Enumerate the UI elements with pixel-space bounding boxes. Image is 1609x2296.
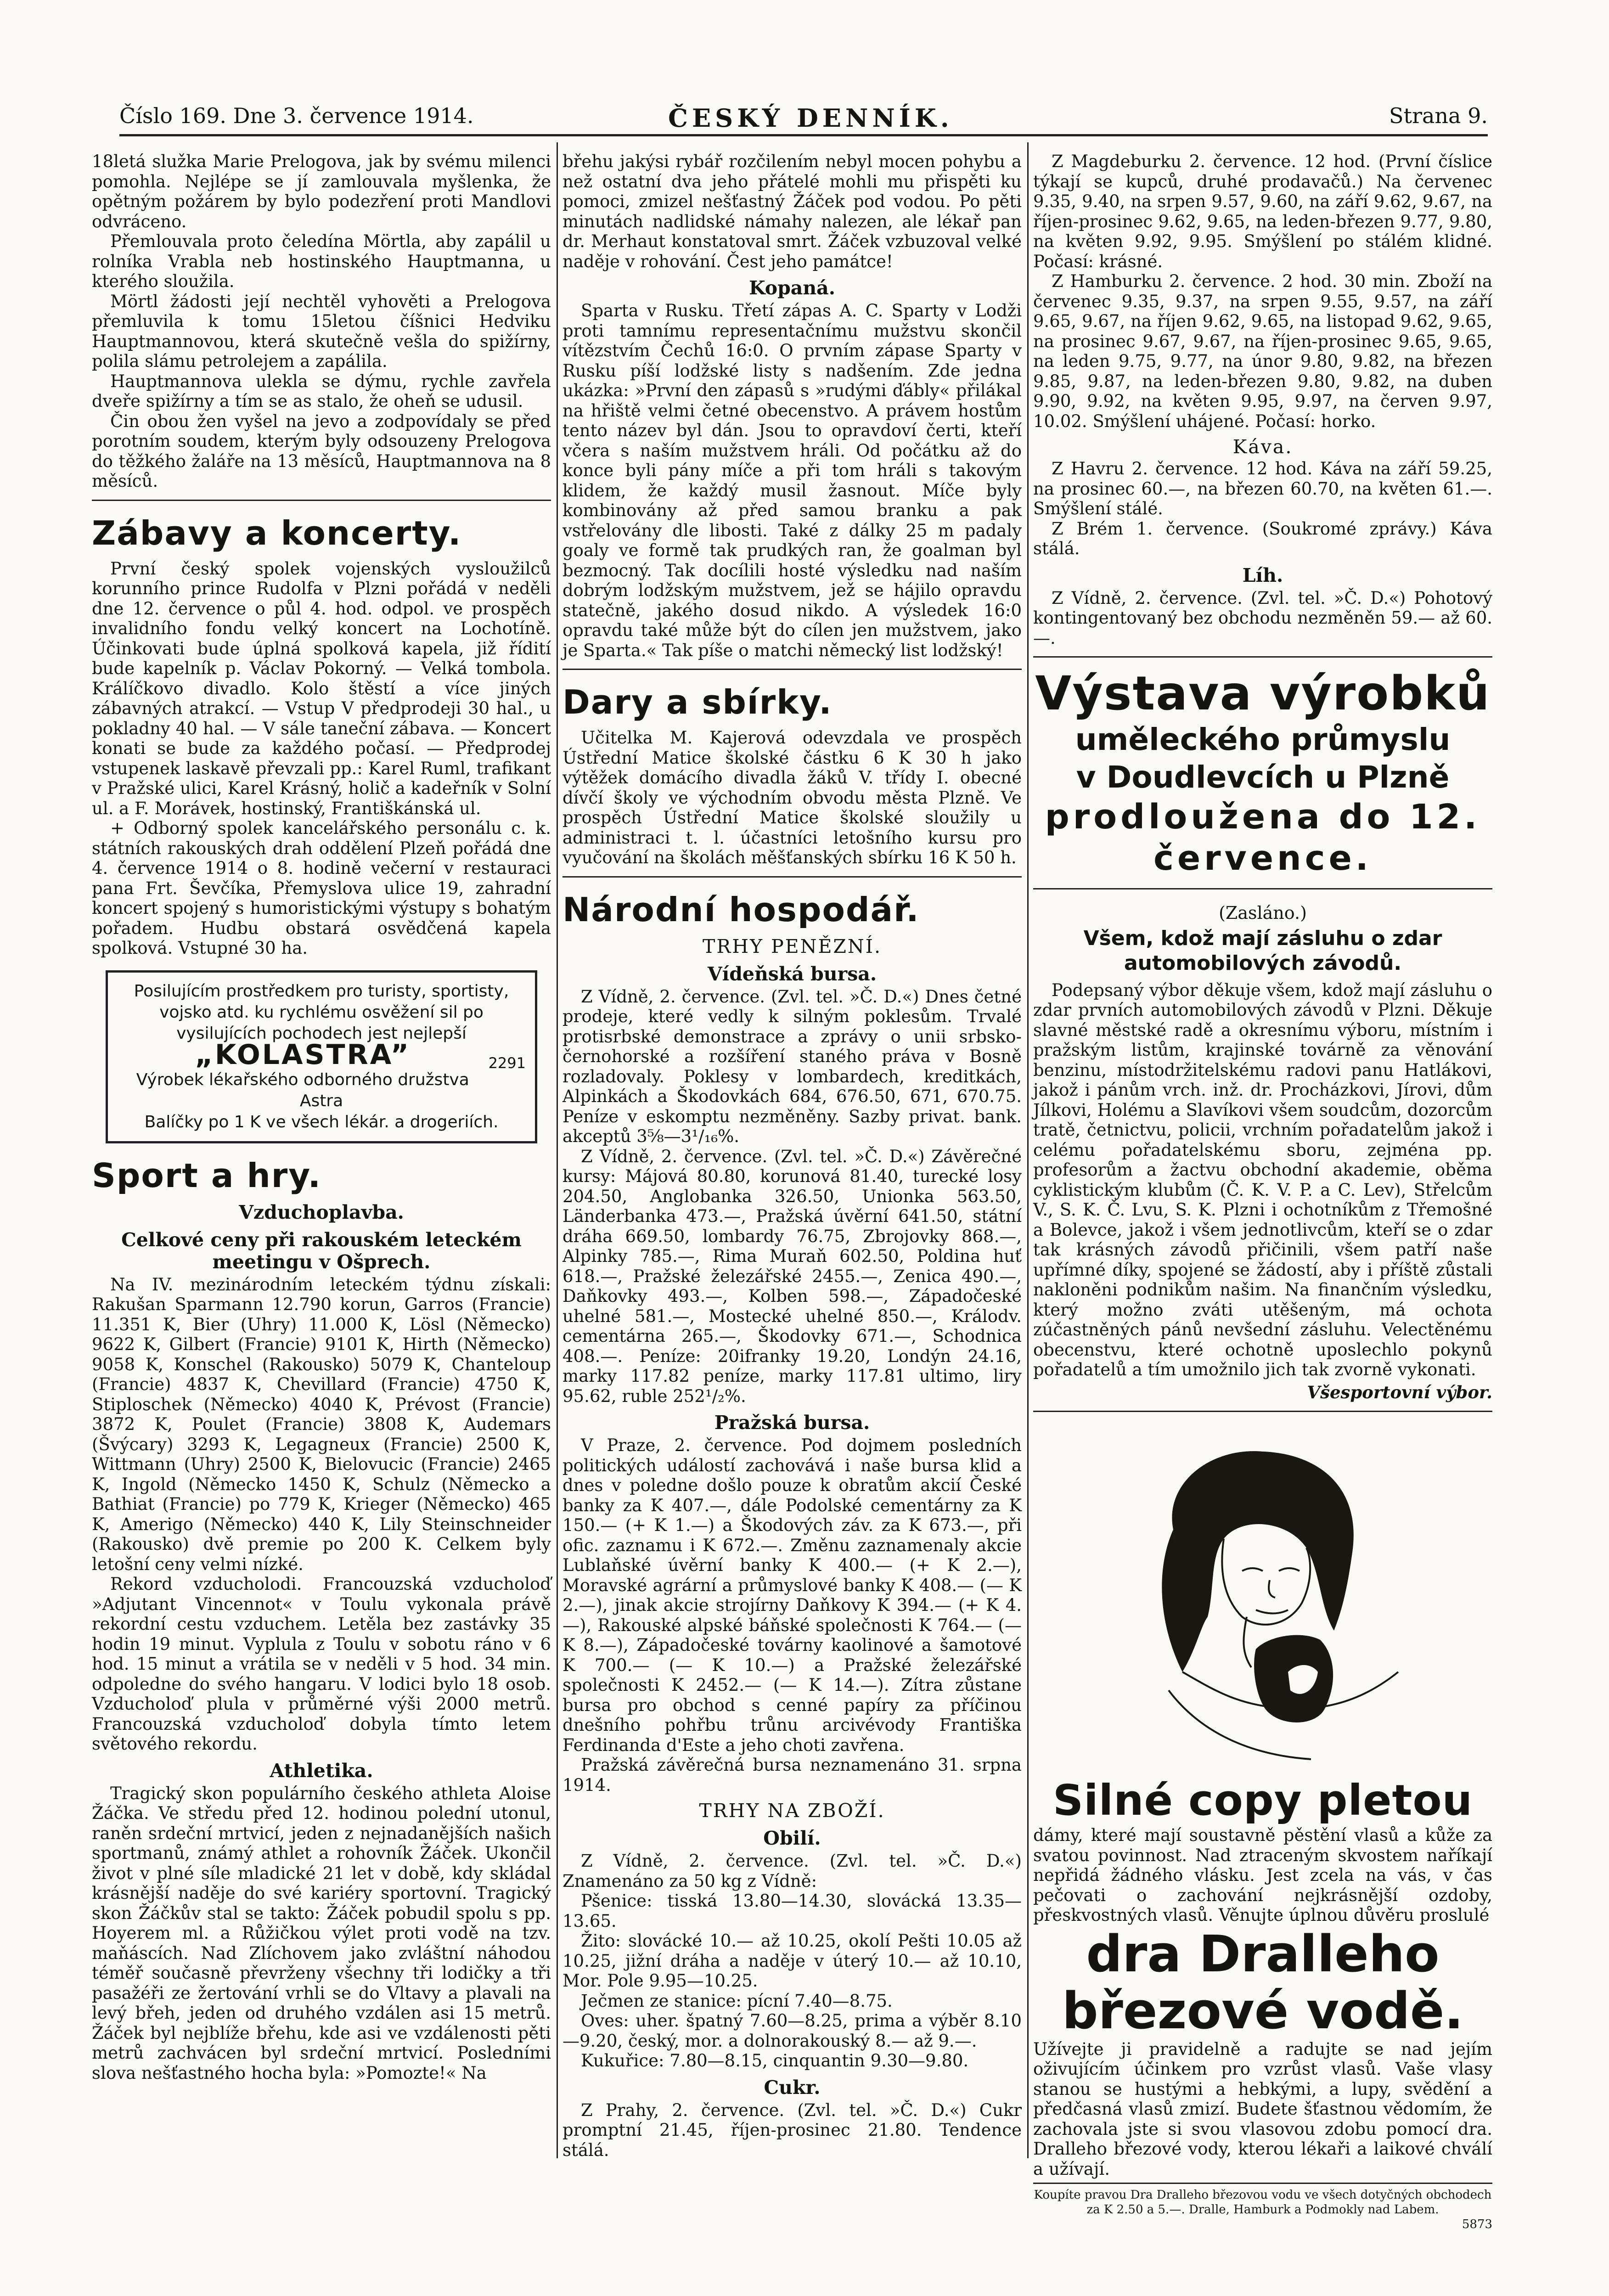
sugar-report: Z Prahy, 2. července. (Zvl. tel. »Č. D.«) Cukr promptní 21.45, říjen-prosinec 21.80. Tendence stálá. xyxy=(563,2100,1022,2160)
vienna-report-2: Z Vídně, 2. července. (Zvl. tel. »Č. D.«) Závěrečné kursy: Májová 80.80, korunová 81.40, turecké losy 204.50, Anglobanka 326.50, Unionka 563.50, Länderbanka 473.—, Pražská úvěrní 641.50, státní dráha 669.50, lombardy 76.75, Zbrojovky 868.—, Alpinky 785.—, Rima Muraň 602.50, Poldina huť 618.—, Pražské železářské 2455.—, Zenica 490.—, Daňkovky 493.—, Kolben 598.—, Západočeské uhelné 581.—, Mostecké uhelné 850.—, Králodv. cementárna 265.—, Škodovky 671.—, Schodnica 408.—. Peníze: 20ifranky 19.20, Londýn 24.16, marky 117.82 peníze, marky 117.81 ultimo, liry 95.62, ruble 252¹/₂%. xyxy=(563,1146,1022,1406)
section-divider xyxy=(1033,2183,1492,2184)
subhead-prazska-bursa: Pražská bursa. xyxy=(714,1412,870,1434)
dralle-price-note: Koupíte pravou Dra Dralleho březovou vodu ve všech dotyčných obchodech za K 2.50 a 5.—. Dralle, Hamburk a Podmokly nad Labem. xyxy=(1034,2188,1492,2217)
subhead-videnska-bursa: Vídeňská bursa. xyxy=(707,962,877,985)
spirits-report: Z Vídně, 2. července. (Zvl. tel. »Č. D.«) Pohotový kontingentovaný bez obchodu nezměněn 59.— až 60.—. xyxy=(1033,588,1492,648)
dralle-product: březové vodě. xyxy=(1062,1981,1464,2040)
bremen-report: Z Brém 1. července. (Soukromé zprávy.) Káva stálá. xyxy=(1033,518,1492,558)
section-divider xyxy=(1033,1411,1492,1412)
crime-report-p2: Přemlouvala proto čeledína Mörtla, aby zapálil u rolníka Vrabla neb hostinského Hauptmanna, u kterého sloužila. xyxy=(92,231,551,291)
dary-item: Učitelka M. Kajerová odevzdala ve prospěch Ústřední Matice školské částku 6 K 30 h jako výtěžek domácího divadla žáků V. třídy I. obecné dívčí školy ve východním obvodu města Plzně. Ve prospěch Ústřední Matice školské sloužily u administraci t. l. účastníci letošního kursu pro vyučování na školách měšťanských sbírku 16 K 50 h. xyxy=(563,728,1022,867)
section-divider xyxy=(563,876,1022,878)
subhead-vzduchoplavba: Vzduchoplavba. xyxy=(239,1201,404,1223)
newspaper-title: ČESKÝ DENNÍK. xyxy=(668,103,953,133)
kolastra-ad xyxy=(106,970,537,1143)
subhead-athletika: Athletika. xyxy=(270,1759,373,1782)
grain-barley: Ječmen ze stanice: pícní 7.40—8.75. xyxy=(581,1991,893,2011)
kolastra-brand: „KOLASTRA” xyxy=(195,1038,411,1071)
header-rule xyxy=(119,134,1488,136)
kolastra-ad-price: Balíčky po 1 K ve všech lékár. a drogeriích. xyxy=(144,1112,499,1131)
zaslano-label: (Zasláno.) xyxy=(1219,903,1307,923)
kolastra-ad-intro: Posilujícím prostředkem pro turisty, sportisty, vojsko atd. ku rychlému osvěžení sil po vysilujících pochodech jest nejlepší xyxy=(134,981,509,1043)
subhead-celkove-ceny: Celkové ceny při rakouském leteckém meetingu v Ošprech. xyxy=(121,1228,522,1273)
woman-portrait-illustration xyxy=(1104,1433,1421,1764)
column-rule-1 xyxy=(557,142,558,2158)
prague-report-2: Pražská závěrečná bursa neznamenáno 31. srpna 1914. xyxy=(563,1755,1022,1795)
sport-item-zacek: Tragický skon populárního českého athleta Aloise Žáčka. Ve středu před 12. hodinou polední utonul, raněn srdeční mrtvicí, jeden z nejnadanějších našich sportmanů, známý athlet a rohovník Žáček. Ukončil život v plné síle mladické 21 let v době, kdy skládal krásnější naděje do své kariéry sportovní. Tragický skon Žáčkův stal se takto: Žáček pobudil spolu s pp. Hoyerem ml. a Růžičkou výlet proti vodě na tzv. maňáscích. Nad Zlíchovem jako zvláštní náhodou téměř současně převrženy všechny tři lodičky a tři pasažéři ze žertování vrhli se do Vltavy a plavali na levý břeh, jeden od druhého vzdálen asi 15 metrů. Žáček byl nejblíže břehu, kde asi ve vzdálenosti pěti metrů zachvácen byl srdeční mrtvicí. Posledními slova nešťastného hocha byla: »Pomozte!« Na xyxy=(92,1783,551,2083)
grain-oats: Oves: uher. špatný 7.60—8.25, prima a výběr 8.10—9.20, český, mor. a dolnorakouský 8.— až 9.—. xyxy=(563,2011,1022,2051)
exhibition-line-2: uměleckého průmyslu xyxy=(1075,722,1451,757)
issue-date: Číslo 169. Dne 3. července 1914. xyxy=(119,103,474,128)
exhibition-ad xyxy=(1033,667,1492,879)
grain-corn: Kukuřice: 7.80—8.15, cinquantin 9.30—9.80. xyxy=(581,2051,969,2071)
subhead-trhy-penezni: TRHY PENĚZNÍ. xyxy=(703,935,882,957)
page-header xyxy=(119,99,1488,131)
dralle-ad-number: 5873 xyxy=(1462,2217,1492,2231)
section-title-narodni: Národní hospodář. xyxy=(563,890,920,929)
magdeburg-report: Z Magdeburku 2. července. 12 hod. (První číslice týkají se kupců, druhé prodavačů.) Na červenec 9.35, 9.40, na srpen 9.57, 9.60, na září 9.62, 9.67, na říjen-prosinec 9.62, 9.65, na leden-březen 9.77, 9.80, na květen 9.92, 9.95. Smýšlení po stálém klidné. Počasí: krásné. xyxy=(1033,152,1492,271)
grain-rye: Žito: slovácké 10.— až 10.25, okolí Pešti 10.05 až 10.25, jižní dráha a naděje v úterý 10.— až 10.10, Mor. Pole 9.95—10.25. xyxy=(563,1931,1022,1991)
dralle-body-1: dámy, které mají soustavně pěstění vlasů a kůže za svatou povinnost. Nad ztraceným skvostem naříkají nepřidá žádného vlásku. Jest zcela na vás, v čas pečovati o zachování nejkrásnější ozdoby, přeskvostných vlasů. Věnujte úplnou důvěru proslulé xyxy=(1033,1825,1492,1925)
hamburg-report: Z Hamburku 2. července. 2 hod. 30 min. Zboží na červenec 9.35, 9.37, na srpen 9.55, 9.57, na září 9.65, 9.67, na říjen 9.62, 9.65, na listopad 9.62, 9.65, na prosinec 9.67, 9.67, na říjen-prosinec 9.65, 9.65, na leden 9.75, 9.77, na únor 9.80, 9.82, na březen 9.85, 9.87, na leden-březen 9.80, 9.82, na duben 9.90, 9.92, na květen 9.95, 9.97, na červen 9.97, 10.02. Smýšlení uhájené. Počasí: horko. xyxy=(1033,271,1492,431)
subhead-kopana: Kopaná. xyxy=(749,277,835,299)
dralle-brand: dra Dralleho xyxy=(1086,1924,1440,1983)
vienna-report-1: Z Vídně, 2. července. (Zvl. tel. »Č. D.«) Dnes četné prodeje, které vedly k silným poklesům. Trvalé protisrbské demonstrace a zprávy o unii srbsko-černohorské a rozšíření staného práva v Bosně rozladovaly. Poklesy v lombardech, kreditkách, Alpinkách a Škodovkách 684, 676.50, 671, 670.75. Peníze v eskomptu nezměněny. Sazby privat. bank. akceptů 3⅝—3¹/₁₆%. xyxy=(563,986,1022,1146)
exhibition-line-4: prodloužena do 12. xyxy=(1045,797,1481,837)
kolastra-ad-number: 2291 xyxy=(488,1054,526,1072)
exhibition-line-3: v Doudlevcích u Plzně xyxy=(1076,760,1450,795)
sport-item-airship: Rekord vzducholodi. Francouzská vzducholoď »Adjutant Vincennot« v Toulu vykonala právě rekordní cestu vzduchem. Letěla bez zastávky 35 hodin 19 minut. Vyplula z Toulu v sobotu ráno v 6 hod. 15 minut a vrátila se v neděli v 5 hod. 34 min. odpoledne do svého hangaru. V lodici bylo 18 osob. Vzducholoď plula v průměrné výši 2000 metrů. Francouzská vzducholoď dobyla tímto letem světového rekordu. xyxy=(92,1574,551,1754)
subhead-cukr: Cukr. xyxy=(764,2076,821,2099)
grain-intro: Z Vídně, 2. července. (Zvl. tel. »Č. D.«) Znamenáno za 50 kg z Vídně: xyxy=(563,1851,1022,1891)
crime-report-p3: Mörtl žádosti její nechtěl vyhověti a Prelogova přemluvila k tomu 15letou číšnici Hedviku Hauptmannovou, která skutečně vešla do spižírny, polila slámu petrolejem a zapálila. xyxy=(92,291,551,371)
exhibition-line-5: července. xyxy=(1153,838,1372,878)
column-2 xyxy=(563,152,1022,2160)
crime-report-p1: 18letá služka Marie Prelogova, jak by svému milenci pomohla. Nejlépe se jí zamlouvala myšlenka, že opětným požárem by bylo podezření proti Mandlovi odvráceno. xyxy=(92,152,551,231)
subhead-obili: Obilí. xyxy=(763,1827,821,1849)
page-number: Strana 9. xyxy=(1389,103,1488,128)
thanks-body: Podepsaný výbor děkuje všem, kdož mají zásluhu o zdar prvních automobilových závodů v Plzni. Děkuje slavné městské radě a okresnímu výboru, místním i pražským listům, krajinské továrně za věnování benzinu, místodržitelskému radovi panu Hatlákovi, jakož i pánům vrch. inž. dr. Procházkovi, Jírovi, dům Jílkovi, Holému a Slavíkovi všem soudcům, dozorcům tratě, četnictvu, policii, vrchním pořadatelům jakož i celému pořadatelskému sboru, zejména pp. profesorům a žactvu obchodní akademie, oběma cyklistickým klubům (Č. K. V. P. a C. Lev), Střelcům V., S. K. Č. Lvu, S. K. Plzni i ochotníkům z Třemošné a Bolevce, jakož i všem jednotlivcům, kteří se o zdar tak krásných závodů přičinili, všem patří naše upřímné díky, spojené se žádostí, aby i příště zůstali nakloněni podnikům našim. Na finančním výsledku, který možno zváti utěšeným, má ochota zúčastněných pánů nevšední zásluhu. Velectěnému obecenstvu, které ochotně uposlechlo pokynů pořadatelů a tím umožnilo jich tak zvorně vykonati. xyxy=(1033,980,1492,1379)
subhead-kava: Káva. xyxy=(1232,436,1293,458)
crime-report-p5: Čin obou žen vyšel na jevo a zodpovídaly se před porotním soudem, kterým byly odsouzeny Prelogova do těžkého žaláře na 13 měsíců, Hauptmannova na 8 měsíců. xyxy=(92,411,551,491)
column-rule-2 xyxy=(1027,142,1029,2158)
section-title-sport: Sport a hry. xyxy=(92,1156,321,1195)
exhibition-headline: Výstava výrobků xyxy=(1035,666,1491,721)
section-divider xyxy=(1033,656,1492,658)
zabavy-item-1: První český spolek vojenských vysloužilců korunního prince Rudolfa v Plzni pořádá v neděli dne 12. července o půl 4. hod. odpol. ve prospěch invalidního fondu velký koncert na Lochotíně. Účinkovati bude úplná spolková kapela, již řídití bude kapelník p. Václav Pokorný. — Velká tombola. Králíčkovo divadlo. Kolo štěstí a více jiných zábavných atrakcí. — Vstup V předprodeji 30 hal., u pokladny 40 hal. — V sále taneční zábava. — Koncert konati se bude za každého počasí. — Předprodej vstupenek laskavě převzali pp.: Karel Ruml, trafikant v Pražské ulici, Karel Krásný, holič a kadeřník v Solní ul. a F. Morávek, hostinský, Františkánská ul. xyxy=(92,558,551,818)
dralle-headline: Silné copy pletou xyxy=(1052,1776,1473,1825)
zacek-continued: břehu jakýsi rybář rozčilením nebyl mocen pohybu a než ostatní dva jeho přátelé mohli mu přispěti ku pomoci, zmizel nešťastný Žáček pod vodou. Po pěti minutách nadlidské námahy nalezen, ale lékař pan dr. Merhaut konstatoval smrt. Žáček vzbuzoval velké naděje v rohování. Čest jeho památce! xyxy=(563,152,1022,271)
subhead-lih: Líh. xyxy=(1242,564,1283,586)
prague-report-1: V Praze, 2. července. Pod dojmem posledních politických událostí zachovává i naše bursa klid a dnes v poledne došlo pouze k obratům akcií České banky za K 407.—, dále Podolské cementárny za K 150.— (+ K 1.—) a Škodových záv. za K 673.—, při ofic. zaznamu i K 672.—. Změnu zaznamenaly akcie Lublaňské úvěrní banky K 400.— (+ K 2.—), Moravské agrární a průmyslové banky K 408.— (— K 2.—), jinak akcie strojírny Daňkovy K 394.— (+ K 4.—), Rakouské alpské báňské společnosti K 764.— (— K 8.—), Západočeské továrny kaolinové a šamotové K 700.— (— K 10.—) a Pražské železářské společnosti K 2452.— (— K 14.—). Zítra zůstane bursa pro obchod s cenné papíry za příčinou dnešního pohřbu trůnu arcivévody Františka Ferdinanda d'Este a jeho choti zavřena. xyxy=(563,1435,1022,1755)
section-title-zabavy: Zábavy a koncerty. xyxy=(92,513,462,552)
section-divider xyxy=(563,669,1022,670)
grain-wheat: Pšenice: tisská 13.80—14.30, slovácká 13.35—13.65. xyxy=(563,1891,1022,1931)
section-divider xyxy=(92,500,551,501)
crime-report-p4: Hauptmannova ulekla se dýmu, rychle zavřela dveře spižírny a tím se as stalo, že oheň se udusil. xyxy=(92,371,551,411)
thanks-signature: Všesportovní výbor. xyxy=(1307,1382,1492,1402)
section-divider xyxy=(1033,888,1492,889)
column-1 xyxy=(92,152,551,2083)
kolastra-ad-maker: Výrobek lékařského odborného družstva Astra xyxy=(136,1070,469,1110)
thanks-headline: Všem, kdož mají zásluhu o zdar automobilových závodů. xyxy=(1083,926,1442,975)
subhead-trhy-zbozi: TRHY NA ZBOŽÍ. xyxy=(699,1800,885,1822)
sparta-report: Sparta v Rusku. Třetí zápas A. C. Sparty v Lodži proti tamnímu representačnímu mužstvu skončil vítězstvím Čechů 16:0. O prvním zápase Sparty v Rusku píší lodžské listy s nadšením. Zde jedna ukázka: »První den zápasů s »rudými ďábly« přilákal na hřiště velmi četné obecenstvo. A právem hostům tento název byl dán. Jsou to opravdoví čerti, kteří včera s naším mužstvem hráli. Od počátku až do konce byli pány míče a při tom hráli s takovým klidem, že každý musil žasnout. Míče byly kombinovány až před samou branku a pak vstřelovány dle libosti. Také z dálky 25 m padaly goaly ve formě tak prudkých ran, že goalman byl bezmocný. Tak docílili hosté výsledku nad naším dobrým lodžským mužstvem, jež se hájilo opravdu statečně, jakého dosud nikdo. A výsledek 16:0 opravdu také může být do cílen jen mužstvem, jako je Sparta.« Tak píše o matchi německý list lodžský! xyxy=(563,301,1022,660)
section-title-dary: Dary a sbírky. xyxy=(563,683,833,721)
dralle-body-2: Užívejte ji pravidelně a radujte se nad jejím oživujícím účinkem pro vzrůst vlasů. Vaše vlasy stanou se hustými a hebkými, a lupy, svědění a předčasná vlasů zmizí. Budete šťastnou vědomím, že zachovala jste si svou vlasovou zdobu pomocí dra. Dralleho březové vody, kterou lékaři a laikové chválí a užívají. xyxy=(1033,2039,1492,2179)
havre-report: Z Havru 2. července. 12 hod. Káva na září 59.25, na prosinec 60.—, na březen 60.70, na květen 61.—. Smýšlení stálé. xyxy=(1033,459,1492,518)
zabavy-item-2: + Odborný spolek kancelářského personálu c. k. státních rakouských drah oddělení Plzeň pořádá dne 4. července 1914 o 8. hodině večerní v restauraci pana Frt. Ševčíka, Přemyslova ulice 19, zahradní koncert spojený s humoristickými výstupy s bohatým pořadem. Hudbu obstará osvědčená kapela spolková. Vstupné 30 ha. xyxy=(92,818,551,958)
column-3 xyxy=(1033,152,1492,2232)
sport-item-prizes: Na IV. mezinárodním leteckém týdnu získali: Rakušan Sparmann 12.790 korun, Garros (Francie) 11.351 K, Bier (Uhry) 11.000 K, Lösl (Německo) 9622 K, Gilbert (Francie) 9101 K, Hirth (Německo) 9058 K, Konschel (Rakousko) 5079 K, Chanteloup (Francie) 4837 K, Chevillard (Francie) 4750 K, Stiploschek (Německo) 4040 K, Prévost (Francie) 3872 K, Poulet (Francie) 3808 K, Audemars (Švýcary) 3293 K, Legagneux (Francie) 2500 K, Wittmann (Uhry) 2500 K, Bielovucic (Francie) 2465 K, Ingold (Německo 1450 K, Schulz (Německo a Bathiat (Francie) po 779 K, Krieger (Německo) 465 K, Amerigo (Německo) 440 K, Lily Steinschneider (Rakousko) dvě premie po 200 K. Celkem byly letošní ceny velmi nízké. xyxy=(92,1274,551,1574)
